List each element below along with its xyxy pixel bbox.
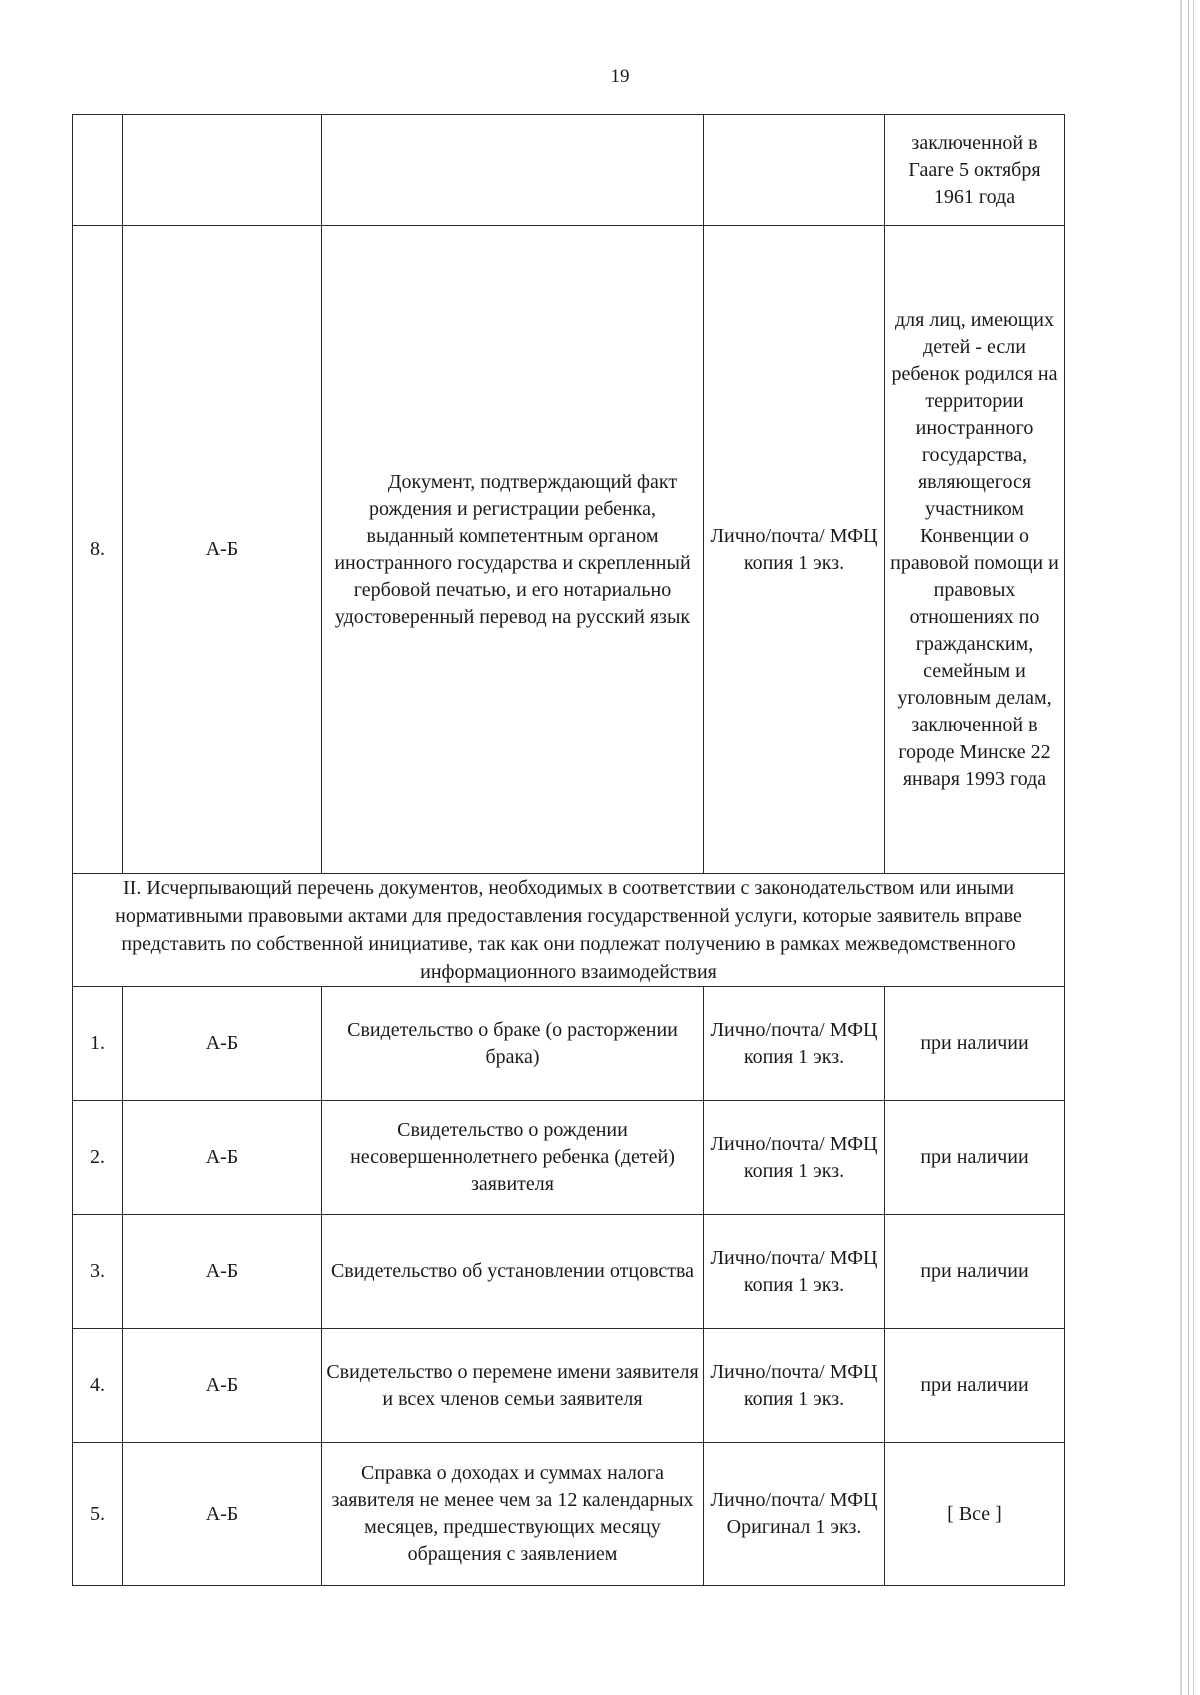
document-cell [322, 226, 704, 874]
table-row-continuation [73, 115, 1065, 226]
num-cell [73, 115, 123, 226]
num-cell: 1. [73, 987, 123, 1101]
way-cell: Лично/почта/ МФЦ копия 1 экз. [704, 1215, 885, 1329]
num-cell: 2. [73, 1101, 123, 1215]
way-cell [704, 115, 885, 226]
num-cell: 4. [73, 1329, 123, 1443]
document-cell: Свидетельство о рождении несовершеннолетнего ребенка (детей) заявителя [322, 1101, 704, 1215]
way-cell: Лично/почта/ МФЦ копия 1 экз. [704, 987, 885, 1101]
code-cell: А-Б [123, 1443, 322, 1586]
document-text: Документ, подтверждающий факт рождения и регистрации ребенка, выданный компетентным органом иностранного государства и скрепленный гербовой печатью, и его нотариально удостоверенный перевод на русский язык [334, 470, 691, 628]
document-cell: Свидетельство о перемене имени заявителя и всех членов семьи заявителя [322, 1329, 704, 1443]
documents-table [72, 114, 1065, 1586]
way-cell: Лично/почта/ МФЦ Оригинал 1 экз. [704, 1443, 885, 1586]
note-cell: [ Все ] [885, 1443, 1065, 1586]
num-cell: 3. [73, 1215, 123, 1329]
note-cell: заключенной в Гааге 5 октября 1961 года [885, 115, 1065, 226]
code-cell: А-Б [123, 1329, 322, 1443]
num-cell: 8. [73, 226, 123, 874]
section-header-row [73, 874, 1065, 987]
page-edge [1188, 0, 1189, 1695]
code-cell: А-Б [123, 226, 322, 874]
page-number: 19 [610, 66, 630, 87]
table-row-1 [73, 987, 1065, 1101]
num-cell: 5. [73, 1443, 123, 1586]
note-cell: для лиц, имеющих детей - если ребенок родился на территории иностранного государства, являющегося участником Конвенции о правовой помощи и правовых отношениях по гражданским, семейным и уголовным делам, заключенной в городе Минске 22 января 1993 года [885, 226, 1065, 874]
table-row-8 [73, 226, 1065, 874]
way-cell: Лично/почта/ МФЦ копия 1 экз. [704, 226, 885, 874]
note-cell: при наличии [885, 1215, 1065, 1329]
way-cell: Лично/почта/ МФЦ копия 1 экз. [704, 1101, 885, 1215]
note-cell: при наличии [885, 1101, 1065, 1215]
note-cell: при наличии [885, 1329, 1065, 1443]
table-row-3 [73, 1215, 1065, 1329]
document-cell: Свидетельство о браке (о расторжении брака) [322, 987, 704, 1101]
section-ii-title: II. Исчерпывающий перечень документов, необходимых в соответствии с законодательством или иными нормативными правовыми актами для предоставления государственной услуги, которые заявитель вправе представить по собственной инициативе, так как они подлежат получению в рамках межведомственного информационного взаимодействия [73, 874, 1065, 987]
note-cell: при наличии [885, 987, 1065, 1101]
page-edge [1193, 0, 1194, 1695]
code-cell [123, 115, 322, 226]
way-cell: Лично/почта/ МФЦ копия 1 экз. [704, 1329, 885, 1443]
code-cell: А-Б [123, 1101, 322, 1215]
document-cell [322, 115, 704, 226]
table-row-5 [73, 1443, 1065, 1586]
code-cell: А-Б [123, 987, 322, 1101]
document-cell: Справка о доходах и суммах налога заявителя не менее чем за 12 календарных месяцев, предшествующих месяцу обращения с заявлением [322, 1443, 704, 1586]
code-cell: А-Б [123, 1215, 322, 1329]
table-row-2 [73, 1101, 1065, 1215]
document-cell: Свидетельство об установлении отцовства [322, 1215, 704, 1329]
page-edge [1180, 0, 1182, 1695]
table-row-4 [73, 1329, 1065, 1443]
